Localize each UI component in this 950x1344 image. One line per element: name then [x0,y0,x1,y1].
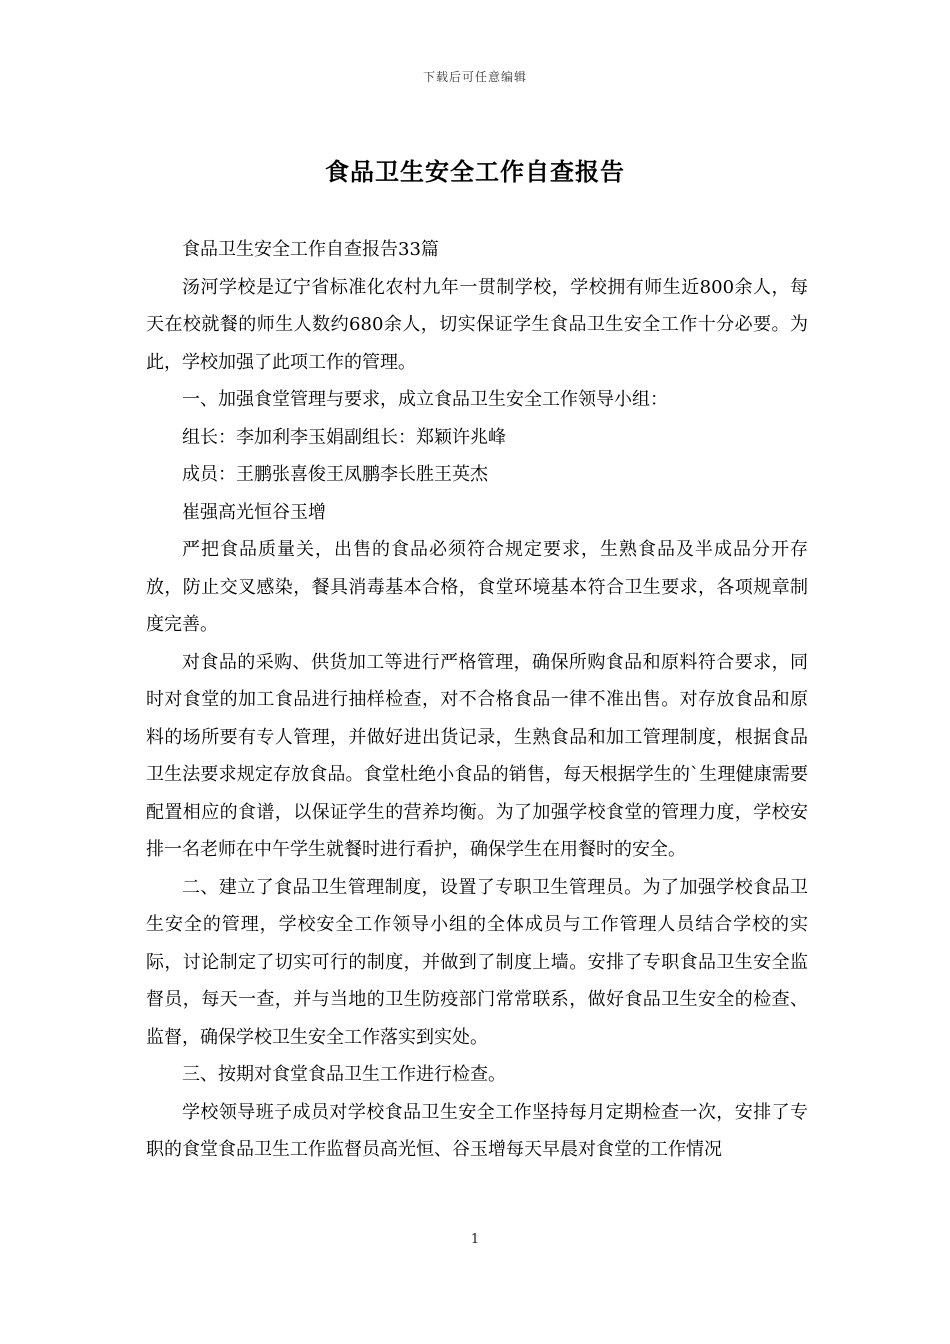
paragraph-inspection: 学校领导班子成员对学校食品卫生安全工作坚持每月定期检查一次，安排了专职的食堂食品卫生工作监督员高光恒、谷玉增每天早晨对食堂的工作情况 [146,1101,808,1160]
paragraph-intro: 汤河学校是辽宁省标准化农村九年一贯制学校，学校拥有师生近800余人，每天在校就餐的师生人数约680余人，切实保证学生食品卫生安全工作十分必要。为此，学校加强了此项工作的管理。 [146,276,808,373]
paragraph-section-three-heading: 三、按期对食堂食品卫生工作进行检查。 [182,1064,506,1085]
paragraph-procurement: 对食品的采购、供货加工等进行严格管理，确保所购食品和原料符合要求，同时对食堂的加工食品进行抽样检查，对不合格食品一律不准出售。对存放食品和原料的场所要有专人管理，并做好进出货记录，生熟食品和加工管理制度，根据食品卫生法要求规定存放食品。食堂杜绝小食品的销售，每天根据学生的`生理健康需要配置相应的食谱，以保证学生的营养均衡。为了加强学校食堂的管理力度，学校安排一名老师在中午学生就餐时进行看护，确保学生在用餐时的安全。 [146,651,808,860]
paragraph-section-two: 二、建立了食品卫生管理制度，设置了专职卫生管理员。为了加强学校食品卫生安全的管理，学校安全工作领导小组的全体成员与工作管理人员结合学校的实际，讨论制定了切实可行的制度，并做到了制度上墙。安排了专职食品卫生安全监督员，每天一查，并与当地的卫生防疫部门常常联系，做好食品卫生安全的检查、监督，确保学校卫生安全工作落实到实处。 [146,876,808,1048]
header-note: 下载后可任意编辑 [422,70,527,84]
paragraph-leaders: 组长：李加利李玉娟副组长：郑颖许兆峰 [182,426,506,448]
paragraph-section-one-heading: 一、加强食堂管理与要求，成立食品卫生安全工作领导小组： [182,389,668,410]
paragraph-quality-control: 严把食品质量关，出售的食品必须符合规定要求，生熟食品及半成品分开存放，防止交叉感染，餐具消毒基本合格，食堂环境基本符合卫生要求，各项规章制度完善。 [146,539,808,635]
paragraph-members-continued: 崔强高光恒谷玉增 [182,501,326,523]
document-title: 食品卫生安全工作自查报告 [325,158,625,186]
document-body [146,231,808,1169]
page-number: 1 [470,1232,480,1247]
paragraph-subtitle: 食品卫生安全工作自查报告33篇 [182,239,439,260]
paragraph-members: 成员：王鹏张喜俊王凤鹏李长胜王英杰 [182,464,488,485]
